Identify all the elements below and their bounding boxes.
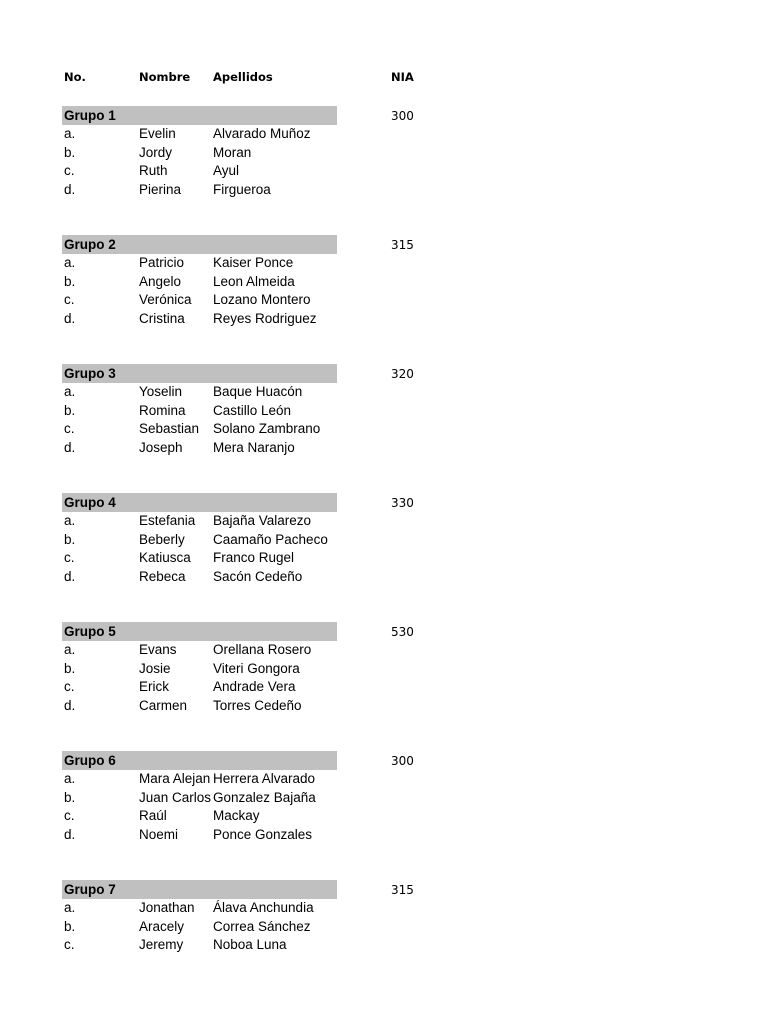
member-apellidos: Sacón Cedeño (213, 568, 303, 584)
member-rows (0, 641, 768, 715)
member-rows (0, 512, 768, 586)
member-nombre: Pierina (139, 181, 182, 197)
group-name: Grupo 4 (64, 495, 116, 510)
member-letter: b. (64, 918, 76, 934)
member-apellidos: Firgueroa (213, 181, 271, 197)
member-letter: b. (64, 273, 76, 289)
member-nombre: Ruth (139, 163, 168, 178)
member-letter: d. (64, 826, 76, 842)
group-nia: 300 (391, 109, 414, 123)
member-letter: a. (64, 255, 76, 270)
member-letter: a. (64, 642, 76, 657)
member-apellidos: Lozano Montero (213, 292, 311, 307)
member-apellidos: Solano Zambrano (213, 421, 321, 436)
member-row (0, 568, 768, 587)
member-row (0, 512, 768, 531)
group-nia: 315 (391, 238, 414, 252)
member-apellidos: Franco Rugel (213, 550, 295, 565)
group-nia: 330 (391, 496, 414, 510)
member-row (0, 439, 768, 458)
group-block (0, 106, 768, 235)
member-row (0, 273, 768, 292)
member-letter: d. (64, 310, 76, 326)
member-nombre: Verónica (139, 292, 192, 307)
group-name: Grupo 2 (64, 237, 116, 252)
member-row (0, 310, 768, 329)
groups-list (0, 106, 768, 1009)
member-nombre: Noemi (139, 826, 179, 842)
member-letter: b. (64, 402, 76, 418)
member-row (0, 181, 768, 200)
member-nombre: Katiusca (139, 550, 191, 565)
member-nombre: Joseph (139, 439, 183, 455)
member-letter: b. (64, 660, 76, 676)
member-nombre: Sebastian (139, 421, 200, 436)
member-letter: c. (64, 937, 75, 952)
group-block (0, 364, 768, 493)
header-no: No. (64, 70, 86, 84)
column-header-row (0, 70, 768, 86)
member-nombre: Yoselin (139, 384, 183, 399)
member-apellidos: Viteri Gongora (213, 660, 300, 676)
member-letter: a. (64, 126, 76, 141)
member-apellidos: Caamaño Pacheco (213, 531, 328, 547)
member-nombre: Raúl (139, 808, 167, 823)
group-nia: 300 (391, 754, 414, 768)
member-row (0, 144, 768, 163)
member-letter: c. (64, 679, 75, 694)
member-apellidos: Bajaña Valarezo (213, 513, 312, 528)
member-apellidos: Álava Anchundia (213, 900, 314, 915)
member-rows (0, 383, 768, 457)
group-name: Grupo 6 (64, 753, 116, 768)
member-nombre: Patricio (139, 255, 185, 270)
member-row (0, 770, 768, 789)
member-nombre: Beberly (139, 531, 185, 547)
member-nombre: Jonathan (139, 900, 195, 915)
member-nombre: Aracely (139, 918, 185, 934)
header-nombre: Nombre (139, 70, 191, 84)
member-row (0, 402, 768, 421)
member-apellidos: Noboa Luna (213, 937, 287, 952)
member-apellidos: Andrade Vera (213, 679, 296, 694)
member-nombre: Jeremy (139, 937, 184, 952)
member-rows (0, 770, 768, 844)
member-row (0, 936, 768, 955)
member-nombre: Juan Carlos (139, 789, 212, 805)
member-apellidos: Kaiser Ponce (213, 255, 294, 270)
member-row (0, 789, 768, 808)
member-apellidos: Ayul (213, 163, 240, 178)
member-letter: d. (64, 697, 76, 713)
member-letter: c. (64, 421, 75, 436)
member-row (0, 549, 768, 568)
member-row (0, 697, 768, 716)
member-row (0, 125, 768, 144)
member-row (0, 678, 768, 697)
member-letter: c. (64, 808, 75, 823)
member-row (0, 660, 768, 679)
member-apellidos: Leon Almeida (213, 273, 295, 289)
member-nombre: Evelin (139, 126, 176, 141)
member-rows (0, 254, 768, 328)
member-apellidos: Gonzalez Bajaña (213, 789, 316, 805)
member-apellidos: Baque Huacón (213, 384, 303, 399)
member-letter: d. (64, 181, 76, 197)
member-letter: d. (64, 568, 76, 584)
group-nia: 530 (391, 625, 414, 639)
group-block (0, 622, 768, 751)
member-nombre: Josie (139, 660, 171, 676)
member-nombre: Mara Alejan (139, 771, 211, 786)
group-name: Grupo 3 (64, 366, 116, 381)
member-apellidos: Correa Sánchez (213, 918, 311, 934)
member-letter: c. (64, 163, 75, 178)
member-row (0, 420, 768, 439)
member-row (0, 254, 768, 273)
member-nombre: Angelo (139, 273, 182, 289)
member-row (0, 291, 768, 310)
member-apellidos: Moran (213, 144, 252, 160)
group-block (0, 235, 768, 364)
member-letter: c. (64, 292, 75, 307)
member-apellidos: Alvarado Muñoz (213, 126, 311, 141)
member-letter: a. (64, 771, 76, 786)
member-apellidos: Torres Cedeño (213, 697, 302, 713)
member-letter: a. (64, 384, 76, 399)
header-nia: NIA (391, 70, 414, 84)
member-apellidos: Herrera Alvarado (213, 771, 316, 786)
group-name: Grupo 5 (64, 624, 116, 639)
member-letter: b. (64, 789, 76, 805)
member-row (0, 641, 768, 660)
member-row (0, 826, 768, 845)
member-apellidos: Reyes Rodriguez (213, 310, 317, 326)
member-row (0, 162, 768, 181)
member-rows (0, 899, 768, 955)
member-apellidos: Castillo León (213, 402, 292, 418)
group-nia: 320 (391, 367, 414, 381)
member-letter: a. (64, 513, 76, 528)
member-nombre: Jordy (139, 144, 173, 160)
member-letter: d. (64, 439, 76, 455)
member-row (0, 918, 768, 937)
group-nia: 315 (391, 883, 414, 897)
group-block (0, 880, 768, 1009)
member-letter: b. (64, 144, 76, 160)
group-block (0, 751, 768, 880)
member-letter: a. (64, 900, 76, 915)
member-apellidos: Mera Naranjo (213, 439, 295, 455)
member-row (0, 531, 768, 550)
member-nombre: Cristina (139, 310, 185, 326)
member-letter: b. (64, 531, 76, 547)
member-nombre: Estefania (139, 513, 196, 528)
member-nombre: Evans (139, 642, 177, 657)
member-letter: c. (64, 550, 75, 565)
group-name: Grupo 7 (64, 882, 116, 897)
member-row (0, 383, 768, 402)
group-name: Grupo 1 (64, 108, 116, 123)
member-nombre: Rebeca (139, 568, 186, 584)
member-apellidos: Orellana Rosero (213, 642, 312, 657)
member-apellidos: Ponce Gonzales (213, 826, 313, 842)
header-apellidos: Apellidos (213, 70, 273, 84)
member-row (0, 807, 768, 826)
member-nombre: Romina (139, 402, 186, 418)
member-nombre: Carmen (139, 697, 188, 713)
member-rows (0, 125, 768, 199)
member-row (0, 899, 768, 918)
member-apellidos: Mackay (213, 808, 260, 823)
member-nombre: Erick (139, 679, 169, 694)
group-block (0, 493, 768, 622)
